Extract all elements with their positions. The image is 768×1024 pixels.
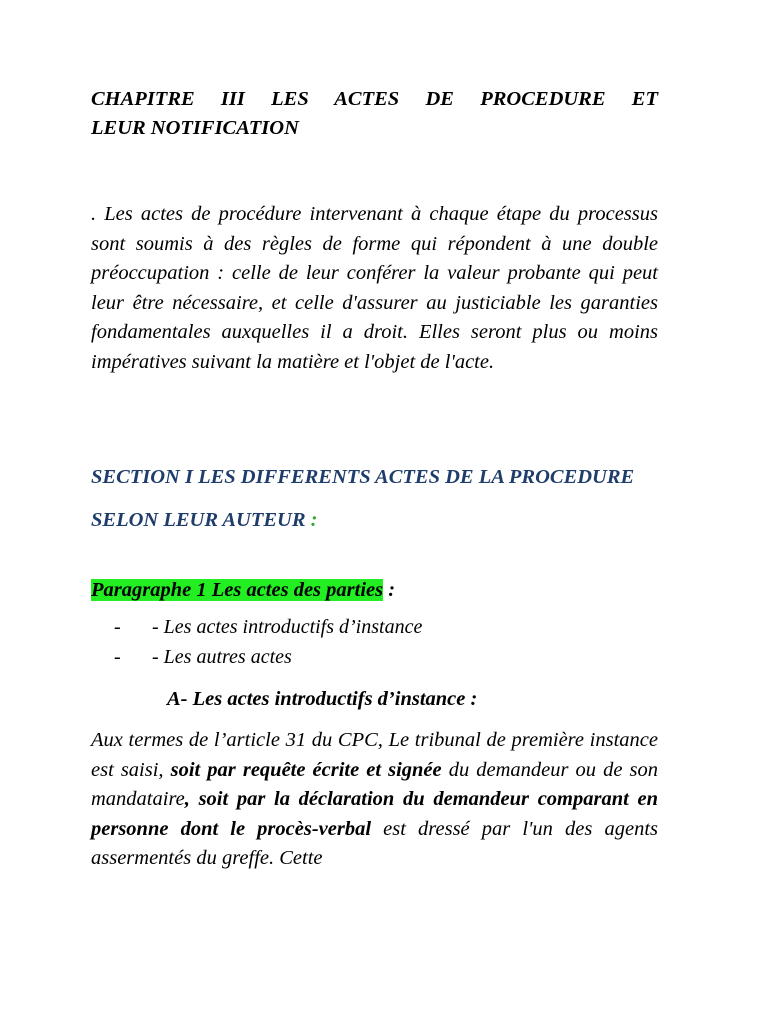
bullet-list (91, 612, 658, 672)
section-subtitle-text: SELON LEUR AUTEUR (91, 508, 311, 531)
body-bold-2: , soit par la déclaration du demandeur comparant en personne dont le procès-verbal (91, 788, 658, 840)
body-text-2: du demandeur ou de son mandataire (91, 758, 659, 810)
subsection-heading: A- Les actes introductifs d’instance : (167, 688, 478, 710)
list-item-dash: - (114, 616, 121, 638)
list-item-dash: - (114, 646, 121, 668)
chapter-title-line2: LEUR NOTIFICATION (91, 117, 299, 139)
section-subtitle (91, 506, 658, 535)
intro-paragraph: . Les actes de procédure intervenant à chaque étape du processus sont soumis à des règles de forme qui répondent à une double préoccupation : celle de leur conférer la valeur probante qui peut leur être nécessaire, et celle d'assurer au justiciable les garanties fondamentales auxquelles il a droit. Elles seront plus ou moins impératives suivant la matière et l'objet de l'acte. (91, 203, 658, 373)
paragraph-heading (91, 576, 658, 604)
paragraph-heading-suffix: : (383, 579, 396, 601)
section-title: SECTION I LES DIFFERENTS ACTES DE LA PROCEDURE (91, 466, 635, 488)
document-page (91, 85, 658, 874)
list-item-text: - Les actes introductifs d’instance (152, 616, 423, 638)
list-item (91, 612, 658, 642)
body-text-1: Aux termes de l’article 31 du CPC, Le tribunal de première instance est saisi, (91, 729, 658, 781)
chapter-title (91, 85, 658, 143)
list-item (91, 642, 658, 672)
section-subtitle-colon: : (310, 508, 318, 531)
body-text-3: est dressé par l'un des agents assermentés du greffe. Cette (91, 817, 658, 869)
body-paragraph (91, 726, 658, 874)
paragraph-heading-highlighted: Paragraphe 1 Les actes des parties (91, 579, 384, 601)
chapter-title-line1: CHAPITRE III LES ACTES DE PROCEDURE ET (91, 88, 658, 110)
body-bold-1: soit par requête écrite et signée (170, 758, 442, 781)
list-item-text: - Les autres actes (152, 646, 292, 668)
